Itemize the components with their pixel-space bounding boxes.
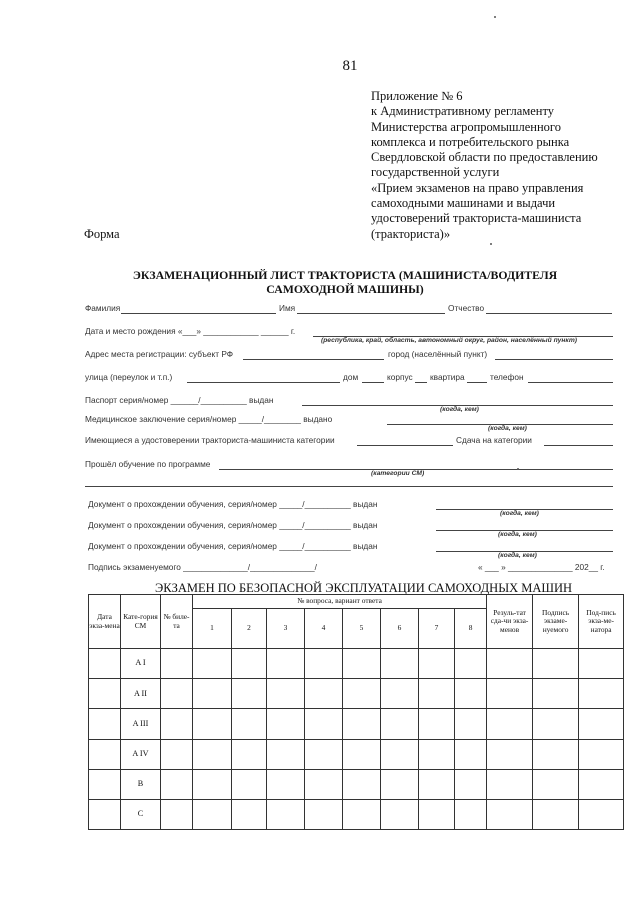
appendix-line: (тракториста)»	[371, 226, 451, 241]
appendix-line: Приложение № 6	[371, 89, 463, 103]
cell-answer[interactable]	[193, 799, 232, 829]
cell-candidate-signature[interactable]	[533, 649, 579, 679]
appendix-line: Министерства агропромышленного	[371, 119, 561, 134]
question-number: 4	[305, 609, 343, 649]
city-label: город (населённый пункт)	[388, 349, 488, 359]
cell-answer[interactable]	[193, 739, 232, 769]
question-number: 5	[343, 609, 381, 649]
cell-candidate-signature[interactable]	[533, 799, 579, 829]
exam-title: ЭКЗАМЕН ПО БЕЗОПАСНОЙ ЭКСПЛУАТАЦИИ САМОХОДНЫХ МАШИН	[155, 581, 573, 595]
cell-answer[interactable]	[305, 799, 343, 829]
cell-examiner-signature[interactable]	[579, 769, 624, 799]
name-label: Имя	[279, 303, 296, 313]
cell-candidate-signature[interactable]	[533, 679, 579, 709]
cell-answer[interactable]	[381, 739, 419, 769]
phone-field[interactable]	[528, 382, 613, 383]
name-field[interactable]	[297, 313, 445, 314]
document-1-hint: (когда, кем)	[500, 510, 539, 517]
cell-answer[interactable]	[267, 769, 305, 799]
appendix-line: государственной услуги	[371, 165, 500, 180]
question-number: 2	[232, 609, 267, 649]
form-label: Форма	[84, 227, 120, 241]
appendix-line: самоходными машинами и выдачи	[371, 196, 556, 211]
cell-answer[interactable]	[343, 799, 381, 829]
cell-answer[interactable]	[232, 739, 267, 769]
cell-answer[interactable]	[267, 709, 305, 739]
page-number: 81	[342, 58, 358, 74]
cell-answer[interactable]	[232, 769, 267, 799]
cell-answer[interactable]	[193, 679, 232, 709]
document-title	[95, 268, 595, 296]
header-ticket: № биле-та	[161, 595, 193, 649]
cell-date[interactable]	[89, 649, 121, 679]
appendix-line: «Прием экзаменов на право управления	[371, 180, 584, 195]
exam-for-label: Сдача на категории	[456, 435, 532, 445]
region-field[interactable]	[243, 359, 384, 360]
training-field-extra[interactable]	[85, 486, 613, 487]
cell-result[interactable]	[487, 679, 533, 709]
table-row	[89, 679, 624, 709]
category-cell: C	[121, 799, 161, 829]
cell-answer[interactable]	[455, 799, 487, 829]
cell-answer[interactable]	[193, 709, 232, 739]
medical-issued-hint: (когда, кем)	[488, 425, 527, 432]
exam-categories-field[interactable]	[544, 445, 613, 446]
cell-answer[interactable]	[455, 769, 487, 799]
building-label: корпус	[387, 372, 413, 382]
cell-candidate-signature[interactable]	[533, 769, 579, 799]
cell-answer[interactable]	[267, 649, 305, 679]
document-title-line: САМОХОДНОЙ МАШИНЫ)	[266, 282, 424, 296]
licence-categories-field[interactable]	[357, 445, 453, 446]
surname-label: Фамилия	[85, 303, 121, 313]
cell-result[interactable]	[487, 649, 533, 679]
surname-field[interactable]	[121, 313, 276, 314]
cell-answer[interactable]	[305, 709, 343, 739]
table-row	[89, 769, 624, 799]
cell-ticket[interactable]	[161, 769, 193, 799]
cell-answer[interactable]	[455, 649, 487, 679]
cell-answer[interactable]	[267, 739, 305, 769]
cell-answer[interactable]	[267, 679, 305, 709]
scan-speck	[517, 468, 519, 470]
cell-result[interactable]	[487, 769, 533, 799]
phone-label: телефон	[490, 372, 524, 382]
cell-answer[interactable]	[232, 709, 267, 739]
cell-ticket[interactable]	[161, 739, 193, 769]
birth-hint: (республика, край, область, автономный округ, район, населённый пункт)	[321, 337, 577, 344]
table-row	[89, 649, 624, 679]
passport-label: Паспорт серия/номер ______/__________ выдан	[85, 395, 274, 405]
cell-answer[interactable]	[381, 679, 419, 709]
cell-examiner-signature[interactable]	[579, 709, 624, 739]
cell-answer[interactable]	[193, 769, 232, 799]
apartment-field[interactable]	[467, 382, 487, 383]
cell-answer[interactable]	[455, 739, 487, 769]
question-number: 8	[455, 609, 487, 649]
category-cell: B	[121, 769, 161, 799]
cell-answer[interactable]	[381, 709, 419, 739]
appendix-line: Свердловской области по предоставлению	[371, 150, 598, 165]
cell-answer[interactable]	[419, 679, 455, 709]
cell-ticket[interactable]	[161, 799, 193, 829]
cell-result[interactable]	[487, 739, 533, 769]
house-field[interactable]	[362, 382, 384, 383]
street-field[interactable]	[187, 382, 340, 383]
table-row	[89, 799, 624, 829]
licence-label: Имеющиеся а удостоверении тракториста-машиниста категории	[85, 435, 335, 445]
signature-label: Подпись экзаменуемого ______________/______________/	[88, 562, 317, 572]
cell-candidate-signature[interactable]	[533, 739, 579, 769]
cell-date[interactable]	[89, 679, 121, 709]
building-field[interactable]	[415, 382, 427, 383]
header-exam-date: Дата экза-мена	[89, 595, 121, 649]
cell-result[interactable]	[487, 709, 533, 739]
address-label: Адрес места регистрации: субъект РФ	[85, 349, 234, 359]
question-number: 7	[419, 609, 455, 649]
appendix-line: к Административному регламенту	[371, 104, 555, 119]
question-number: 1	[193, 609, 232, 649]
scan-speck	[490, 243, 492, 245]
header-category: Кате-гория СМ	[121, 595, 161, 649]
cell-result[interactable]	[487, 799, 533, 829]
table-row	[89, 739, 624, 769]
cell-date[interactable]	[89, 709, 121, 739]
cell-answer[interactable]	[305, 679, 343, 709]
scan-speck	[494, 16, 496, 18]
cell-ticket[interactable]	[161, 679, 193, 709]
cell-answer[interactable]	[419, 739, 455, 769]
cell-answer[interactable]	[381, 649, 419, 679]
signature-date: « ___ » ______________ 202__ г.	[478, 562, 605, 572]
cell-answer[interactable]	[343, 739, 381, 769]
cell-examiner-signature[interactable]	[579, 739, 624, 769]
cell-answer[interactable]	[381, 769, 419, 799]
document-3-hint: (когда, кем)	[498, 552, 537, 559]
city-field[interactable]	[495, 359, 613, 360]
cell-answer[interactable]	[193, 649, 232, 679]
training-hint: (категории СМ)	[371, 470, 425, 477]
appendix-line: комплекса и потребительского рынка	[371, 134, 570, 149]
header-candidate-signature: Подпись экзаме-нуемого	[533, 595, 579, 649]
document-title-line: ЭКЗАМЕНАЦИОННЫЙ ЛИСТ ТРАКТОРИСТА (МАШИНИСТА/ВОДИТЕЛЯ	[132, 268, 558, 282]
header-examiner-signature: Под-пись экза-ме-натора	[579, 595, 624, 649]
cell-candidate-signature[interactable]	[533, 709, 579, 739]
header-questions: № вопроса, вариант ответа	[193, 595, 487, 609]
cell-answer[interactable]	[419, 649, 455, 679]
cell-answer[interactable]	[419, 799, 455, 829]
patronymic-field[interactable]	[486, 313, 612, 314]
cell-examiner-signature[interactable]	[579, 679, 624, 709]
document-3-label: Документ о прохождении обучения, серия/номер _____/__________ выдан	[88, 541, 378, 551]
cell-answer[interactable]	[305, 769, 343, 799]
cell-answer[interactable]	[455, 709, 487, 739]
appendix-line: удостоверений тракториста-машиниста	[371, 211, 582, 226]
category-cell: A I	[121, 649, 161, 679]
training-label: Прошёл обучение по программе	[85, 459, 211, 469]
category-cell: A II	[121, 679, 161, 709]
cell-answer[interactable]	[267, 799, 305, 829]
cell-answer[interactable]	[343, 679, 381, 709]
cell-answer[interactable]	[419, 769, 455, 799]
cell-ticket[interactable]	[161, 649, 193, 679]
exam-table	[88, 594, 624, 830]
cell-answer[interactable]	[343, 769, 381, 799]
street-label: улица (переулок и т.п.)	[85, 372, 173, 382]
cell-answer[interactable]	[232, 649, 267, 679]
birth-label: Дата и место рождения «___» ____________ ______ г.	[85, 326, 296, 336]
document-2-hint: (когда, кем)	[498, 531, 537, 538]
cell-answer[interactable]	[305, 739, 343, 769]
cell-answer[interactable]	[343, 709, 381, 739]
cell-ticket[interactable]	[161, 709, 193, 739]
appendix-block	[371, 89, 621, 242]
passport-issued-hint: (когда, кем)	[440, 406, 479, 413]
cell-examiner-signature[interactable]	[579, 649, 624, 679]
cell-date[interactable]	[89, 739, 121, 769]
cell-examiner-signature[interactable]	[579, 799, 624, 829]
cell-answer[interactable]	[381, 799, 419, 829]
cell-answer[interactable]	[232, 679, 267, 709]
category-cell: A III	[121, 709, 161, 739]
document-2-label: Документ о прохождении обучения, серия/номер _____/__________ выдан	[88, 520, 378, 530]
question-number: 6	[381, 609, 419, 649]
question-number: 3	[267, 609, 305, 649]
house-label: дом	[343, 372, 359, 382]
document-1-label: Документ о прохождении обучения, серия/номер _____/__________ выдан	[88, 499, 378, 509]
category-cell: A IV	[121, 739, 161, 769]
medical-label: Медицинское заключение серия/номер _____/________ выдано	[85, 414, 333, 424]
cell-answer[interactable]	[232, 799, 267, 829]
apartment-label: квартира	[430, 372, 465, 382]
cell-date[interactable]	[89, 769, 121, 799]
cell-answer[interactable]	[343, 649, 381, 679]
header-result: Резуль-тат сда-чи экза-менов	[487, 595, 533, 649]
cell-answer[interactable]	[305, 649, 343, 679]
cell-answer[interactable]	[455, 679, 487, 709]
patronymic-label: Отчество	[448, 303, 485, 313]
cell-answer[interactable]	[419, 709, 455, 739]
table-row	[89, 709, 624, 739]
cell-date[interactable]	[89, 799, 121, 829]
